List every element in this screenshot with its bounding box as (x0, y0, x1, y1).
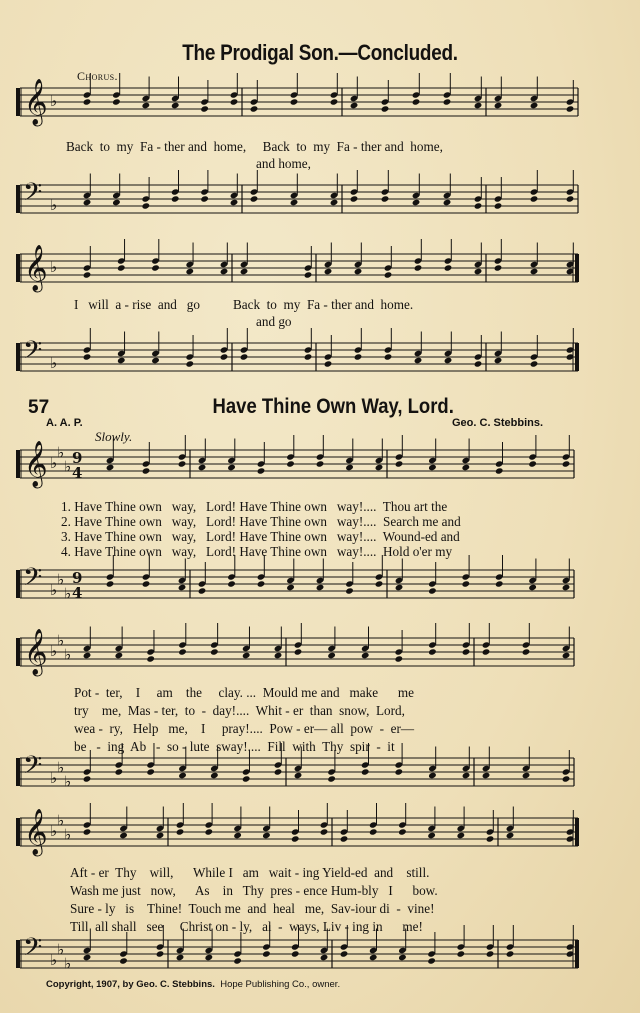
p1-treble-staff (0, 73, 640, 131)
svg-text:♭: ♭ (50, 951, 58, 969)
verse-2-line: Wash me just now, As in Thy pres - ence Hum-bly I bow. (70, 883, 438, 898)
svg-text:𝄞: 𝄞 (24, 245, 48, 291)
h2-treble-staff (0, 623, 640, 681)
svg-text:♭: ♭ (57, 811, 65, 830)
svg-text:♭: ♭ (64, 825, 72, 844)
p1-bass-staff (0, 170, 640, 228)
copyright-notice (46, 979, 340, 990)
svg-text:♭: ♭ (57, 940, 65, 959)
svg-text:𝄢: 𝄢 (23, 563, 43, 598)
verse-2-line: 2. Have Thine own way, Lord! Have Thine own way!.... Search me and (61, 514, 461, 529)
words-author: A. A. P. (46, 417, 83, 429)
p2-treble-staff (0, 239, 640, 297)
alt-lyric: and go (256, 314, 292, 329)
verse-3-line: 3. Have Thine own way, Lord! Have Thine own way!.... Wound-ed and (61, 529, 460, 544)
svg-text:♭: ♭ (50, 642, 58, 660)
h3-treble-staff (0, 803, 640, 861)
svg-text:𝄞: 𝄞 (24, 809, 48, 855)
svg-text:𝄢: 𝄢 (23, 751, 43, 786)
svg-text:𝄢: 𝄢 (23, 336, 43, 371)
svg-text:♭: ♭ (64, 457, 72, 476)
alt-lyric: and home, (256, 156, 311, 171)
svg-text:♭: ♭ (57, 570, 65, 589)
verse-4-line: be - ing Ab - so - lute sway!.... Fill with Thy spir - it (74, 739, 395, 754)
svg-text:♭: ♭ (64, 645, 72, 664)
lyric-line: Back to my Fa - ther and home, Back to my Fa - ther and home, (66, 139, 443, 154)
copyright-holder: Copyright, 1907, by Geo. C. Stebbins. (46, 979, 215, 990)
svg-text:♭: ♭ (64, 584, 72, 603)
svg-text:♭: ♭ (57, 443, 65, 462)
svg-text:4: 4 (72, 584, 83, 602)
svg-text:♭: ♭ (57, 631, 65, 650)
p2-bass-staff (0, 328, 640, 386)
svg-text:9: 9 (72, 449, 83, 467)
svg-text:♭: ♭ (50, 196, 58, 214)
previous-hymn-title: The Prodigal Son.—Concluded. (182, 40, 458, 65)
verse-4-line: 4. Have Thine own way, Lord! Have Thine own way!.... Hold o'er my (61, 544, 453, 559)
svg-text:♭: ♭ (64, 772, 72, 791)
svg-text:𝄢: 𝄢 (23, 178, 43, 213)
svg-text:♭: ♭ (50, 822, 58, 840)
svg-text:♭: ♭ (50, 354, 58, 372)
svg-text:♭: ♭ (50, 581, 58, 599)
svg-text:♭: ♭ (50, 454, 58, 472)
svg-text:♭: ♭ (50, 769, 58, 787)
svg-text:♭: ♭ (50, 258, 58, 276)
svg-text:𝄞: 𝄞 (24, 441, 48, 487)
svg-text:♭: ♭ (64, 954, 72, 973)
hymn-number: 57 (28, 397, 50, 418)
music-composer: Geo. C. Stebbins. (452, 417, 544, 429)
svg-text:𝄞: 𝄞 (24, 629, 48, 675)
chorus-label: Chorus. (77, 69, 118, 83)
h1-bass-staff (0, 555, 640, 613)
svg-text:♭: ♭ (50, 92, 58, 110)
hymn-title: Have Thine Own Way, Lord. (212, 395, 454, 418)
svg-text:9: 9 (72, 569, 83, 587)
svg-text:𝄞: 𝄞 (24, 79, 48, 125)
tempo-marking: Slowly. (95, 429, 133, 444)
svg-text:♭: ♭ (57, 758, 65, 777)
verse-1-line: Pot - ter, I am the clay. ... Mould me and make me (74, 685, 414, 700)
svg-text:𝄢: 𝄢 (23, 933, 43, 968)
verse-1-line: 1. Have Thine own way, Lord! Have Thine own way!.... Thou art the (61, 499, 448, 514)
verse-3-line: wea - ry, Help me, I pray!.... Pow - er— all pow - er— (74, 721, 415, 736)
svg-text:4: 4 (72, 464, 83, 482)
lyric-line: I will a - rise and go Back to my Fa - ther and home. (74, 297, 414, 312)
copyright-publisher: Hope Publishing Co., owner. (220, 979, 341, 990)
verse-3-line: Sure - ly is Thine! Touch me and heal me, Sav-iour di - vine! (70, 901, 435, 916)
verse-1-line: Aft - er Thy will, While I am wait - ing Yield-ed and still. (70, 865, 430, 880)
verse-2-line: try me, Mas - ter, to - day!.... Whit - er than snow, Lord, (74, 703, 405, 718)
verse-4-line: Till all shall see Christ on - ly, al - ways, Liv - ing in me! (70, 919, 423, 934)
